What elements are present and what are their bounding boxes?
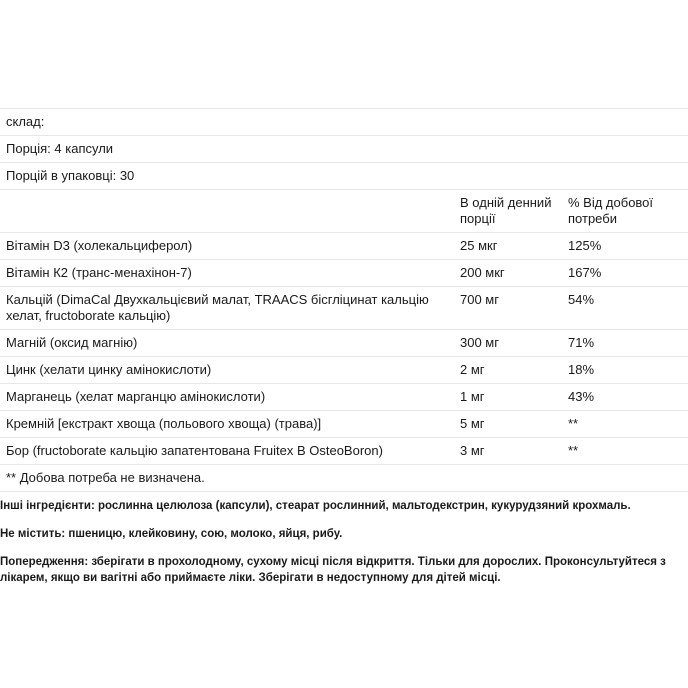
footnote-row xyxy=(0,464,688,492)
nutrient-amount: 3 мг xyxy=(460,443,485,458)
nutrient-dv: ** xyxy=(568,416,579,431)
nutrient-name: Бор (fructoborate кальцію запатентована Fruitex B OsteoBoron) xyxy=(6,443,383,458)
other-ingredients-text: Інші інгредієнти: рослинна целюлоза (капсули), стеарат рослинний, мальтодекстрин, кукурудзяний крохмаль. xyxy=(0,500,631,512)
column-header-name xyxy=(0,190,460,232)
nutrient-dv: 54% xyxy=(568,292,595,307)
column-header-row xyxy=(0,189,688,232)
nutrient-dv: 18% xyxy=(568,362,595,377)
nutrient-amount: 2 мг xyxy=(460,362,485,377)
warning-text: Попередження: зберігати в прохолодному, сухому місці після відкриття. Тільки для дорослих. Проконсультуйтеся з лікарем, якщо ви вагітні або приймаєте ліки. Зберігати в недоступному для дітей місці. xyxy=(0,556,666,584)
nutrient-row xyxy=(0,437,688,464)
nutrient-name: Кремній [екстракт хвоща (польового хвоща) (трава)] xyxy=(6,416,322,431)
nutrient-name: Марганець (хелат марганцю амінокислоти) xyxy=(6,389,266,404)
nutrient-dv: ** xyxy=(568,443,579,458)
nutrient-row xyxy=(0,259,688,286)
serving-size-row xyxy=(0,135,688,162)
servings-per-container-label: Порцій в упаковці: 30 xyxy=(6,168,135,183)
composition-row xyxy=(0,108,688,135)
servings-per-container-row xyxy=(0,162,688,189)
nutrient-dv: 167% xyxy=(568,265,602,280)
nutrient-amount: 5 мг xyxy=(460,416,485,431)
product-notes xyxy=(0,498,688,598)
nutrient-dv: 43% xyxy=(568,389,595,404)
serving-size-label: Порція: 4 капсули xyxy=(6,141,114,156)
nutrient-name: Цинк (хелати цинку амінокислоти) xyxy=(6,362,212,377)
nutrient-name: Вітамін D3 (холекальциферол) xyxy=(6,238,193,253)
footnote-text: ** Добова потреба не визначена. xyxy=(6,470,205,485)
column-header-amount: В одній денний порції xyxy=(460,195,552,226)
nutrient-amount: 1 мг xyxy=(460,389,485,404)
nutrient-amount: 300 мг xyxy=(460,335,499,350)
nutrient-name: Кальцій (DimaCal Двухкальцієвий малат, TRAACS бісгліцинат кальцію хелат, fructoborate кальцію) xyxy=(6,292,429,323)
nutrient-row xyxy=(0,410,688,437)
nutrient-amount: 700 мг xyxy=(460,292,499,307)
nutrient-name: Магній (оксид магнію) xyxy=(6,335,138,350)
nutrient-row xyxy=(0,286,688,329)
nutrient-amount: 200 мкг xyxy=(460,265,505,280)
nutrient-name: Вітамін К2 (транс-менахінон-7) xyxy=(6,265,192,280)
nutrient-amount: 25 мкг xyxy=(460,238,498,253)
column-header-dv: % Від добової потреби xyxy=(568,195,654,226)
free-of-text: Не містить: пшеницю, клейковину, сою, молоко, яйця, рибу. xyxy=(0,528,343,540)
nutrient-row xyxy=(0,356,688,383)
composition-label: склад: xyxy=(6,114,45,129)
nutrient-dv: 71% xyxy=(568,335,595,350)
nutrient-dv: 125% xyxy=(568,238,602,253)
nutrient-row xyxy=(0,383,688,410)
nutrient-row xyxy=(0,232,688,259)
nutrient-row xyxy=(0,329,688,356)
supplement-facts-table xyxy=(0,108,688,492)
